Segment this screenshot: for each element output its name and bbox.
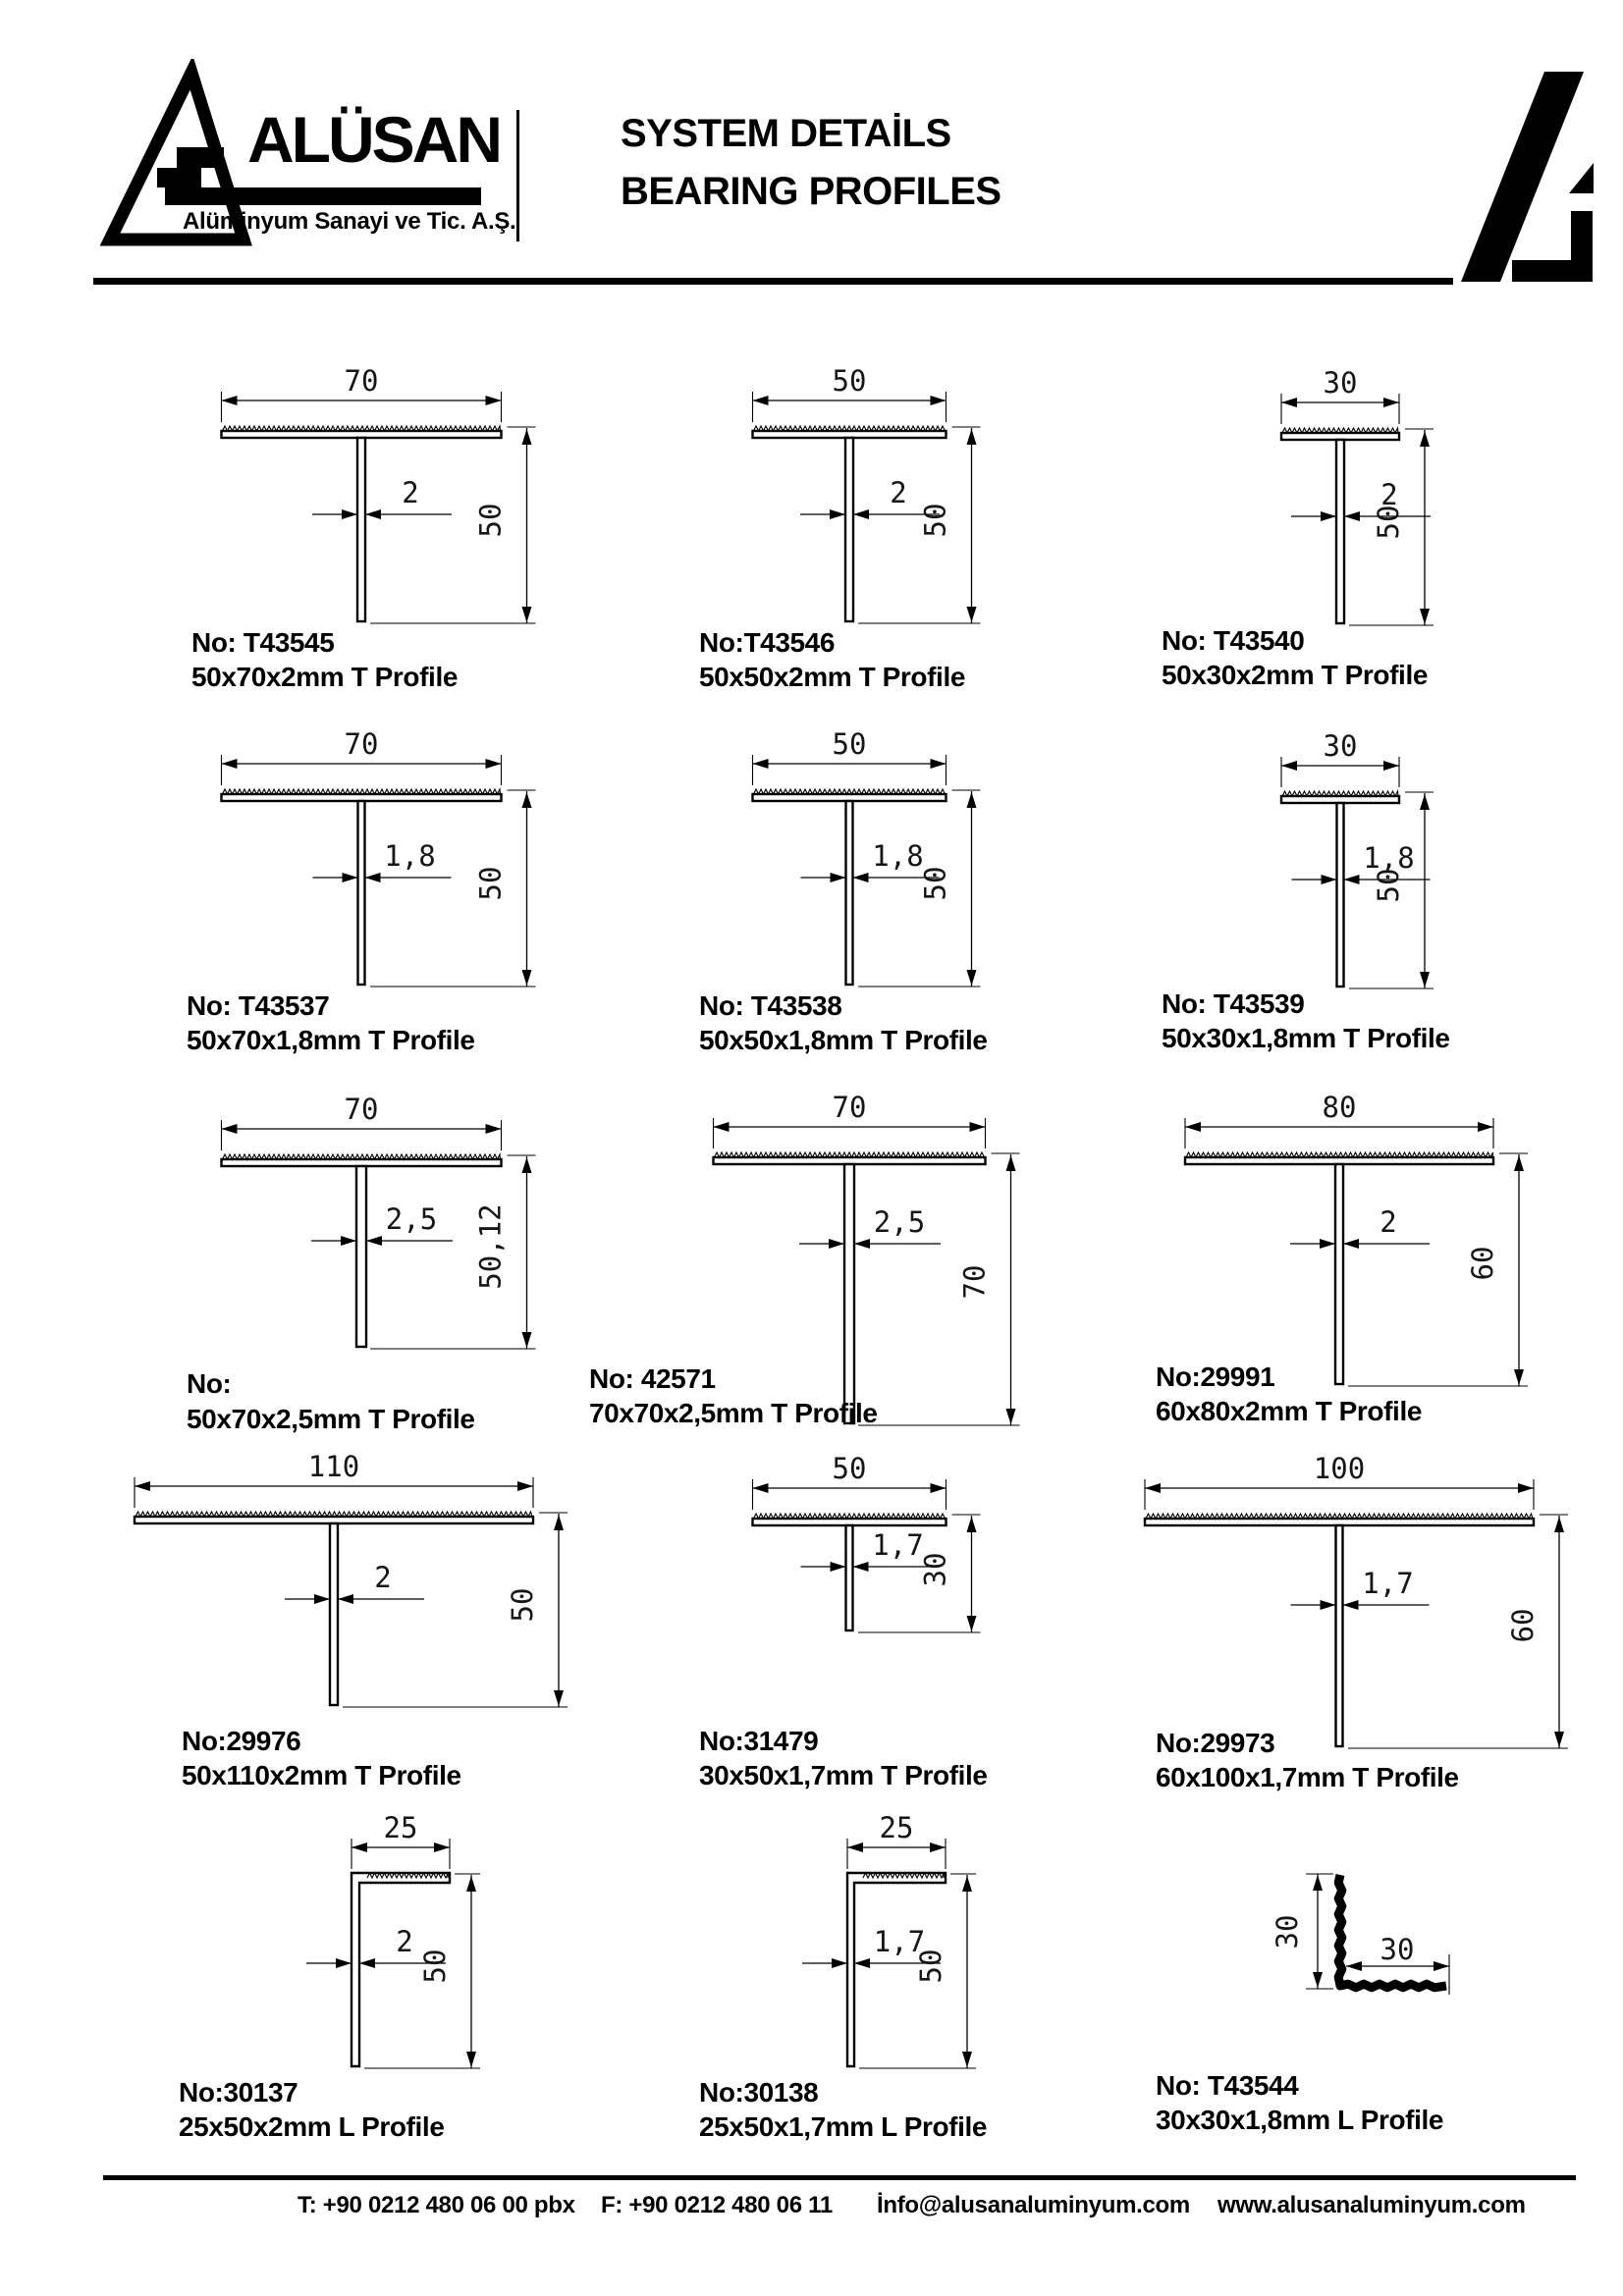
dim-thickness-label: 1,8 <box>872 839 924 873</box>
profile-drawing <box>1162 366 1434 690</box>
dim-arrow-icon <box>352 1842 367 1852</box>
dim-arrow-icon <box>962 2052 972 2067</box>
dim-width-label: 70 <box>832 1091 867 1124</box>
profile-desc: 50x30x1,8mm T Profile <box>1162 1023 1450 1053</box>
profile-desc: 25x50x2mm L Profile <box>179 2111 445 2142</box>
dim-arrow-icon <box>554 1690 564 1706</box>
dim-width-label: 30 <box>1323 729 1358 763</box>
page-title: SYSTEM DETAİLS <box>621 112 951 155</box>
dim-arrow-icon <box>970 1122 986 1132</box>
profile-stem <box>1336 440 1344 623</box>
profile-no: No:29973 <box>1156 1728 1275 1758</box>
dim-thickness-label: 2 <box>402 476 419 509</box>
dim-thickness-label: 2 <box>890 476 907 509</box>
dim-arrow-icon <box>342 509 357 519</box>
profile-drawing <box>589 1091 1020 1428</box>
dim-arrow-icon <box>1320 1239 1335 1249</box>
dim-arrow-icon <box>359 1958 375 1968</box>
dim-arrow-icon <box>554 1515 564 1530</box>
dim-arrow-icon <box>854 1239 870 1249</box>
dim-arrow-icon <box>829 1239 844 1249</box>
dim-height-label: 50 <box>1372 505 1405 540</box>
dim-thickness-label: 1,8 <box>384 839 436 873</box>
profile-drawing <box>699 364 981 692</box>
footer-phone: T: +90 0212 480 06 00 pbx <box>298 2192 575 2218</box>
profile-drawing <box>699 1452 988 1790</box>
dim-arrow-icon <box>336 1958 352 1968</box>
dim-height-label: 60 <box>1506 1608 1540 1643</box>
profile-drawing <box>179 1811 480 2142</box>
dim-width-label: 80 <box>1322 1091 1357 1124</box>
dim-arrow-icon <box>832 1958 847 1968</box>
dim-arrow-icon <box>1322 875 1337 884</box>
dim-arrow-icon <box>853 1562 869 1572</box>
dim-arrow-icon <box>522 1157 532 1173</box>
dim-arrow-icon <box>831 873 846 882</box>
dim-height-label: 30 <box>1271 1914 1304 1949</box>
profile-desc: 50x50x2mm T Profile <box>699 662 965 692</box>
dim-arrow-icon <box>831 1562 846 1572</box>
dim-arrow-icon <box>753 759 769 769</box>
dim-height-label: 50 <box>506 1587 539 1623</box>
footer-fax: F: +90 0212 480 06 11 <box>601 2192 833 2218</box>
profile-no: No: 42571 <box>589 1363 716 1394</box>
profile-drawing <box>1145 1452 1568 1792</box>
dim-arrow-icon <box>1383 761 1399 771</box>
dim-arrow-icon <box>466 1876 476 1892</box>
profile-no: No:31479 <box>699 1726 819 1756</box>
dim-height-label: 50 <box>1372 868 1405 903</box>
dim-width-label: 50 <box>832 364 867 398</box>
dim-arrow-icon <box>1344 511 1360 521</box>
profile-desc: 25x50x1,7mm L Profile <box>699 2111 988 2142</box>
dim-arrow-icon <box>1281 761 1297 771</box>
dim-arrow-icon <box>1514 1155 1524 1171</box>
dim-arrow-icon <box>1554 1732 1564 1747</box>
dim-width-label: 50 <box>832 727 867 761</box>
dim-arrow-icon <box>1554 1517 1564 1532</box>
dim-arrow-icon <box>1420 431 1430 447</box>
dim-thickness-label: 2 <box>1380 478 1398 511</box>
dim-arrow-icon <box>135 1481 150 1491</box>
profile-no: No:30138 <box>699 2077 819 2108</box>
dim-arrow-icon <box>853 873 869 882</box>
dim-arrow-icon <box>853 509 869 519</box>
dim-thickness-label: 1,7 <box>872 1528 924 1562</box>
dim-thickness-label: 2,5 <box>385 1202 438 1236</box>
profile-stem <box>1336 1525 1343 1746</box>
profile-desc: 50x50x1,8mm T Profile <box>699 1025 988 1055</box>
profile-desc: 60x80x2mm T Profile <box>1156 1396 1422 1426</box>
profile-no: No: T43537 <box>187 990 330 1021</box>
dim-arrow-icon <box>366 1236 382 1246</box>
dim-arrow-icon <box>522 792 532 808</box>
dim-arrow-icon <box>466 2052 476 2067</box>
dim-arrow-icon <box>1344 875 1360 884</box>
dim-arrow-icon <box>962 1876 972 1892</box>
profile-drawing <box>135 1450 568 1790</box>
dim-height-label: 50 <box>473 866 508 901</box>
dim-arrow-icon <box>365 873 381 882</box>
profile-no: No:T43546 <box>699 627 836 658</box>
brand-subtitle: Alüminyum Sanayi ve Tic. A.Ş. <box>183 208 516 235</box>
profile-drawing <box>187 727 536 1055</box>
dim-arrow-icon <box>1434 1961 1449 1971</box>
dim-arrow-icon <box>830 509 845 519</box>
dim-arrow-icon <box>854 1958 870 1968</box>
profile-no: No: T43545 <box>191 627 335 658</box>
profile-no: No:29976 <box>182 1726 301 1756</box>
profile-stem <box>845 438 853 621</box>
dim-arrow-icon <box>343 873 358 882</box>
profile-stem <box>844 1164 854 1423</box>
dim-height-label: 50 <box>918 503 952 538</box>
dim-arrow-icon <box>1383 398 1399 407</box>
dim-arrow-icon <box>931 759 947 769</box>
profile-desc: 30x50x1,7mm T Profile <box>699 1760 988 1790</box>
dim-arrow-icon <box>1281 398 1297 407</box>
dim-width-label: 70 <box>344 1093 379 1126</box>
profile-stem <box>1337 803 1344 987</box>
dim-arrow-icon <box>1420 794 1430 810</box>
profile-stem <box>330 1523 338 1705</box>
dim-height-label: 30 <box>918 1552 952 1587</box>
profile-no: No: T43538 <box>699 990 842 1021</box>
dim-arrow-icon <box>486 396 502 405</box>
dim-height-label: 50 <box>418 1949 452 1984</box>
profile-no: No: T43544 <box>1156 2070 1299 2101</box>
dim-arrow-icon <box>753 396 769 405</box>
profile-desc: 50x110x2mm T Profile <box>182 1760 461 1790</box>
dim-arrow-icon <box>967 1616 977 1631</box>
brand-name: ALÜSAN <box>247 103 500 176</box>
page-subtitle: BEARING PROFILES <box>621 170 1001 213</box>
dim-width-label: 30 <box>1380 1933 1415 1966</box>
dim-arrow-icon <box>1420 972 1430 988</box>
dim-arrow-icon <box>1420 609 1430 624</box>
dim-arrow-icon <box>967 429 977 445</box>
dim-width-label: 110 <box>307 1450 360 1483</box>
profile-desc: 50x70x2mm T Profile <box>191 662 458 692</box>
profile-no: No:29991 <box>1156 1362 1275 1392</box>
profile-stem <box>358 801 365 985</box>
dim-arrow-icon <box>931 1483 947 1493</box>
dim-arrow-icon <box>967 970 977 986</box>
dim-thickness-label: 1,7 <box>873 1925 926 1958</box>
profile-l-shape <box>1338 1875 1446 1988</box>
profile-drawing <box>191 364 536 692</box>
dim-arrow-icon <box>1343 1600 1359 1610</box>
dim-arrow-icon <box>522 607 532 622</box>
profile-stem <box>846 801 853 985</box>
profile-no: No:30137 <box>179 2077 298 2108</box>
profile-stem <box>846 1525 853 1630</box>
dim-width-label: 25 <box>383 1811 418 1844</box>
dim-arrow-icon <box>1514 1369 1524 1385</box>
profile-desc: 50x70x2,5mm T Profile <box>187 1404 475 1434</box>
profile-stem <box>356 1166 366 1347</box>
dim-width-label: 100 <box>1313 1452 1366 1485</box>
dim-arrow-icon <box>967 1517 977 1532</box>
dim-arrow-icon <box>517 1481 533 1491</box>
dim-arrow-icon <box>1006 1409 1016 1424</box>
dim-width-label: 70 <box>344 364 379 398</box>
dim-thickness-label: 1,7 <box>1362 1567 1414 1600</box>
footer-email: İnfo@alusanaluminyum.com <box>877 2192 1190 2218</box>
profile-drawing <box>187 1093 536 1434</box>
dim-arrow-icon <box>1145 1483 1161 1493</box>
dim-height-label: 70 <box>957 1264 992 1300</box>
profile-desc: 50x70x1,8mm T Profile <box>187 1025 475 1055</box>
dim-width-label: 70 <box>344 727 379 761</box>
dim-arrow-icon <box>486 1124 502 1134</box>
dim-arrow-icon <box>314 1594 330 1604</box>
dim-height-label: 50,12 <box>473 1203 508 1290</box>
dim-arrow-icon <box>714 1122 730 1132</box>
profile-no: No: T43540 <box>1162 625 1305 656</box>
dim-thickness-label: 2 <box>1380 1205 1397 1239</box>
dim-arrow-icon <box>522 970 532 986</box>
footer-website: www.alusanaluminyum.com <box>1217 2192 1526 2218</box>
dim-arrow-icon <box>1313 1875 1323 1891</box>
profile-drawing <box>699 1811 987 2142</box>
dim-arrow-icon <box>967 792 977 808</box>
dim-height-label: 50 <box>914 1949 947 1984</box>
dim-arrow-icon <box>1313 1972 1323 1988</box>
dim-arrow-icon <box>1185 1122 1201 1132</box>
dim-arrow-icon <box>931 396 947 405</box>
dim-arrow-icon <box>222 396 238 405</box>
profile-desc: 30x30x1,8mm L Profile <box>1156 2105 1444 2135</box>
profile-no: No: <box>187 1368 232 1399</box>
dim-arrow-icon <box>522 429 532 445</box>
dim-arrow-icon <box>341 1236 356 1246</box>
dim-arrow-icon <box>1346 1961 1362 1971</box>
dim-width-label: 50 <box>832 1452 867 1485</box>
dim-thickness-label: 2 <box>374 1561 392 1594</box>
dim-arrow-icon <box>486 759 502 769</box>
dim-arrow-icon <box>753 1483 769 1493</box>
profile-drawing <box>1156 1874 1449 2135</box>
profile-drawing <box>1162 729 1450 1053</box>
footer-rule <box>103 2175 1576 2180</box>
dim-arrow-icon <box>222 759 238 769</box>
dim-height-label: 50 <box>918 866 952 901</box>
profile-desc: 70x70x2,5mm T Profile <box>589 1398 878 1428</box>
dim-arrow-icon <box>1478 1122 1493 1132</box>
dim-arrow-icon <box>1343 1239 1359 1249</box>
dim-arrow-icon <box>222 1124 238 1134</box>
profile-stem <box>1335 1164 1343 1384</box>
dim-arrow-icon <box>522 1332 532 1348</box>
dim-arrow-icon <box>1006 1155 1016 1171</box>
dim-arrow-icon <box>1321 1600 1336 1610</box>
dim-height-label: 60 <box>1466 1246 1499 1281</box>
dim-arrow-icon <box>434 1842 450 1852</box>
dim-arrow-icon <box>365 509 381 519</box>
dim-arrow-icon <box>847 1842 863 1852</box>
profile-desc: 50x30x2mm T Profile <box>1162 660 1428 690</box>
profile-stem <box>357 438 365 621</box>
profile-no: No: T43539 <box>1162 988 1305 1019</box>
dim-width-label: 25 <box>879 1811 914 1844</box>
dim-arrow-icon <box>1321 511 1336 521</box>
dim-arrow-icon <box>930 1842 946 1852</box>
dim-arrow-icon <box>338 1594 353 1604</box>
dim-height-label: 50 <box>473 503 508 538</box>
profile-drawing <box>1156 1091 1528 1426</box>
dim-thickness-label: 2,5 <box>873 1205 926 1239</box>
dim-thickness-label: 1,8 <box>1363 841 1415 875</box>
dim-arrow-icon <box>967 607 977 622</box>
dim-thickness-label: 2 <box>396 1925 413 1958</box>
profile-drawing <box>699 727 988 1055</box>
profile-desc: 60x100x1,7mm T Profile <box>1156 1762 1459 1792</box>
dim-width-label: 30 <box>1323 366 1358 400</box>
dim-arrow-icon <box>1518 1483 1534 1493</box>
